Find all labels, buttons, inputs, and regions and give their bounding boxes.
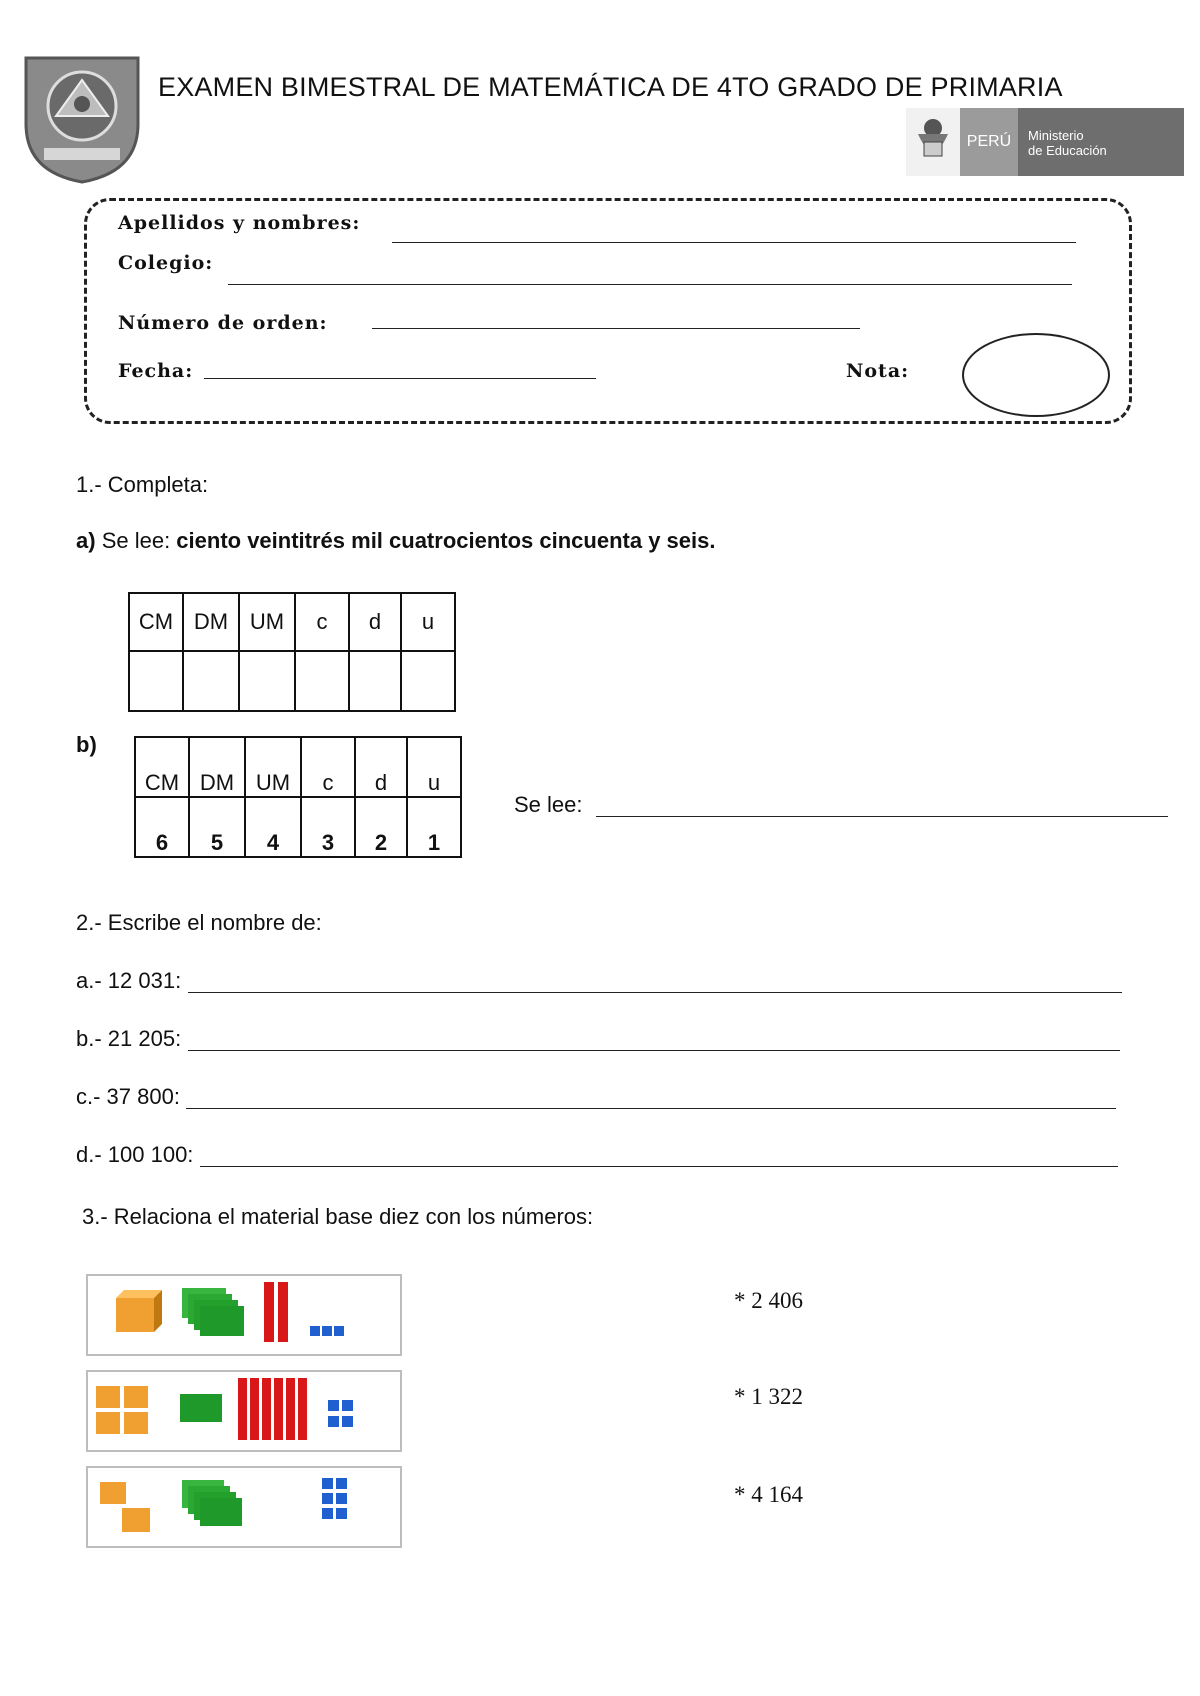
ministry-country: PERÚ <box>960 108 1018 176</box>
unit-cube-icon <box>310 1326 344 1336</box>
name-field[interactable] <box>392 242 1076 243</box>
question-2b-label: b.- 21 205: <box>76 1026 182 1051</box>
header-um: UM <box>239 593 295 651</box>
question-3-title: 3.- Relaciona el material base diez con los números: <box>82 1204 594 1229</box>
digit-d: 2 <box>355 797 407 857</box>
question-1b-read-label: Se lee: <box>514 792 583 817</box>
header-u: u <box>407 737 461 797</box>
unit-cube-icon <box>322 1478 347 1519</box>
thousand-cube-icon <box>100 1482 150 1532</box>
ten-rod-icon <box>264 1282 288 1342</box>
header-u: u <box>401 593 455 651</box>
question-2c-label: c.- 37 800: <box>76 1084 180 1109</box>
name-label: Apellidos y nombres: <box>118 212 361 234</box>
base-ten-card-3[interactable] <box>86 1466 402 1548</box>
school-label: Colegio: <box>118 252 214 274</box>
digit-cm: 6 <box>135 797 189 857</box>
header-d: d <box>355 737 407 797</box>
header-cm: CM <box>135 737 189 797</box>
header-d: d <box>349 593 401 651</box>
question-2d-label: d.- 100 100: <box>76 1142 194 1167</box>
question-1a: a) Se lee: ciento veintitrés mil cuatrocientos cincuenta y seis. <box>76 528 716 553</box>
answer-cell-um[interactable] <box>239 651 295 711</box>
question-1b-marker: b) <box>76 732 97 757</box>
header-dm: DM <box>189 737 245 797</box>
thousand-cube-icon <box>116 1290 162 1332</box>
header-dm: DM <box>183 593 239 651</box>
peru-crest-icon <box>906 108 960 176</box>
digit-dm: 5 <box>189 797 245 857</box>
grade-oval[interactable] <box>962 333 1110 417</box>
order-number-field[interactable] <box>372 328 860 329</box>
question-1-title: 1.- Completa: <box>76 472 209 497</box>
question-2d-answer-line[interactable] <box>200 1166 1118 1167</box>
digit-um: 4 <box>245 797 301 857</box>
base-ten-card-1[interactable] <box>86 1274 402 1356</box>
unit-cube-icon <box>328 1400 353 1427</box>
question-2c-answer-line[interactable] <box>186 1108 1116 1109</box>
question-2a-answer-line[interactable] <box>188 992 1122 993</box>
option-3[interactable]: * 4 164 <box>734 1482 803 1507</box>
question-2b-answer-line[interactable] <box>188 1050 1120 1051</box>
thousand-cube-icon <box>96 1386 148 1434</box>
ten-rod-icon <box>238 1378 307 1440</box>
option-1[interactable]: * 2 406 <box>734 1288 803 1313</box>
header-c: c <box>301 737 355 797</box>
header-cm: CM <box>129 593 183 651</box>
question-2a-label: a.- 12 031: <box>76 968 182 993</box>
page-title: EXAMEN BIMESTRAL DE MATEMÁTICA DE 4TO GRADO DE PRIMARIA <box>158 72 1063 102</box>
header-c: c <box>295 593 349 651</box>
digit-c: 3 <box>301 797 355 857</box>
hundred-flat-icon <box>182 1288 244 1336</box>
place-value-table-a <box>128 592 456 712</box>
place-value-table-b <box>134 736 462 858</box>
hundred-flat-icon <box>182 1480 242 1526</box>
digit-u: 1 <box>407 797 461 857</box>
question-2-title: 2.- Escribe el nombre de: <box>76 910 322 935</box>
school-field[interactable] <box>228 284 1072 285</box>
grade-label: Nota: <box>846 360 910 382</box>
answer-cell-c[interactable] <box>295 651 349 711</box>
answer-cell-d[interactable] <box>349 651 401 711</box>
ministry-logo <box>906 108 1184 176</box>
header-um: UM <box>245 737 301 797</box>
answer-cell-u[interactable] <box>401 651 455 711</box>
ministry-name: Ministerio de Educación <box>1018 108 1184 176</box>
hundred-flat-icon <box>180 1394 222 1422</box>
option-2[interactable]: * 1 322 <box>734 1384 803 1409</box>
answer-cell-dm[interactable] <box>183 651 239 711</box>
order-number-label: Número de orden: <box>118 312 328 334</box>
answer-cell-cm[interactable] <box>129 651 183 711</box>
base-ten-card-2[interactable] <box>86 1370 402 1452</box>
date-label: Fecha: <box>118 360 194 382</box>
date-field[interactable] <box>204 378 596 379</box>
question-1b-answer-line[interactable] <box>596 816 1168 817</box>
school-logo <box>22 54 142 186</box>
